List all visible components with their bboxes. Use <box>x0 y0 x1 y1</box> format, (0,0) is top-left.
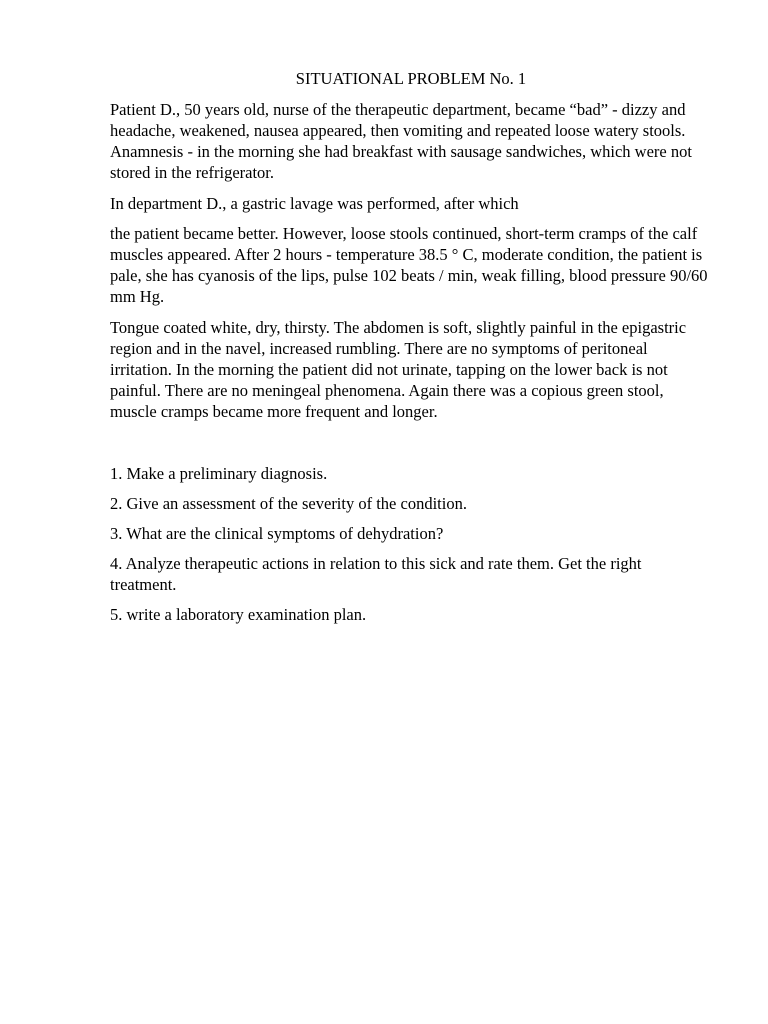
question-item: 2. Give an assessment of the severity of the condition. <box>110 494 467 513</box>
question-item: 4. Analyze therapeutic actions in relation to this sick and rate them. Get the right treatment. <box>110 554 642 594</box>
question-list <box>110 463 712 625</box>
paragraph-examination: Tongue coated white, dry, thirsty. The abdomen is soft, slightly painful in the epigastric region and in the navel, increased rumbling. There are no symptoms of peritoneal irritation. In the morning the patient did not urinate, tapping on the lower back is not painful. There are no meningeal phenomena. Again there was a copious green stool, muscle cramps became more frequent and longer. <box>110 318 687 421</box>
document-body <box>110 68 712 634</box>
question-item: 3. What are the clinical symptoms of dehydration? <box>110 524 444 543</box>
paragraph-case-history: Patient D., 50 years old, nurse of the therapeutic department, became “bad” - dizzy and headache, weakened, nausea appeared, then vomiting and repeated loose watery stools. Anamnesis - in the morning she had breakfast with sausage sandwiches, which were not stored in the refrigerator. <box>110 100 692 182</box>
spacer <box>110 432 712 463</box>
paragraph-gastric-lavage: In department D., a gastric lavage was performed, after which <box>110 194 519 213</box>
question-item: 5. write a laboratory examination plan. <box>110 605 367 624</box>
document-title: SITUATIONAL PROBLEM No. 1 <box>295 69 527 88</box>
question-item: 1. Make a preliminary diagnosis. <box>110 464 328 483</box>
paragraph-condition: the patient became better. However, loose stools continued, short-term cramps of the calf muscles appeared. After 2 hours - temperature 38.5 ° C, moderate condition, the patient is pale, she has cyanosis of the lips, pulse 102 beats / min, weak filling, blood pressure 90/60 mm Hg. <box>110 224 708 306</box>
